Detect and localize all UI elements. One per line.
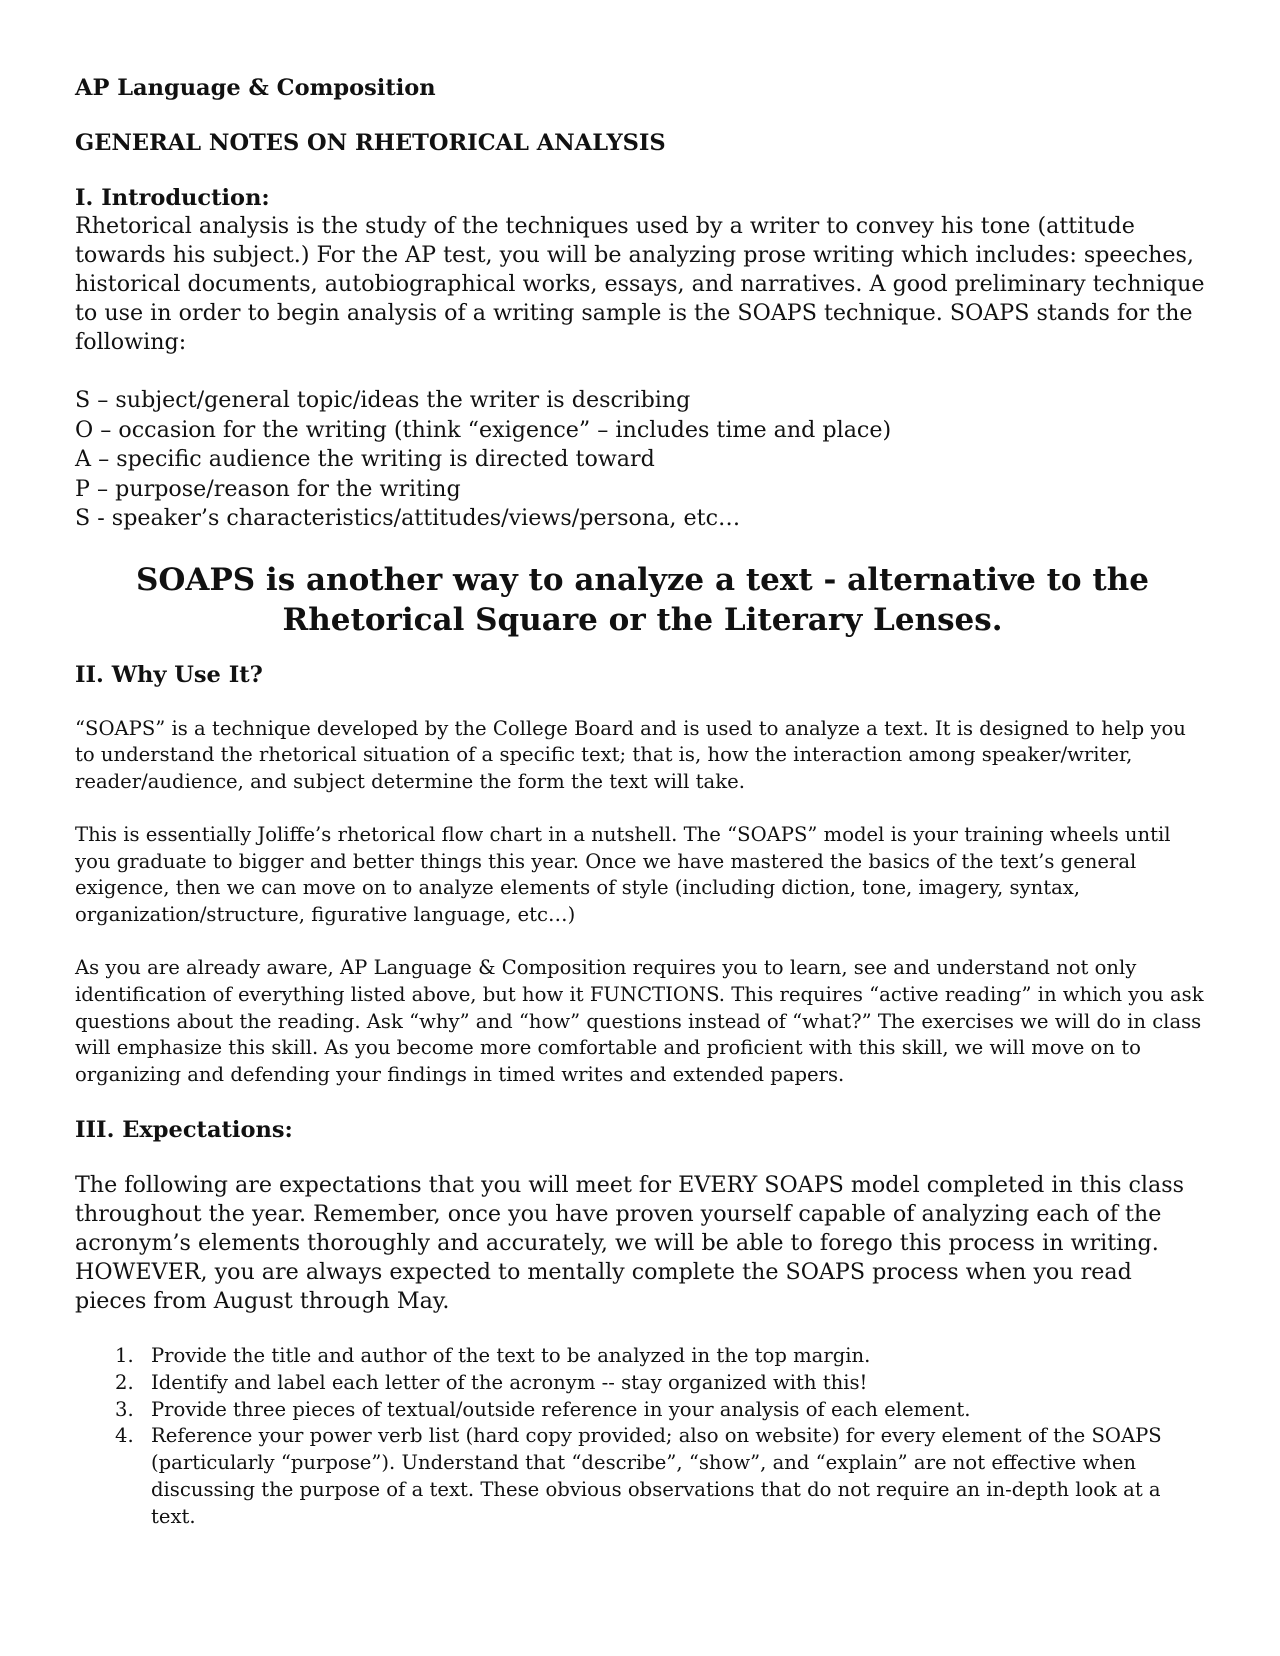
- soaps-item-speaker: S - speaker’s characteristics/attitudes/views/persona, etc…: [75, 505, 741, 531]
- list-item-text: Provide the title and author of the text to be analyzed in the top margin.: [151, 1344, 871, 1368]
- section-heading-expectations: III. Expectations:: [75, 1117, 293, 1144]
- expectations-list: [75, 1343, 1210, 1531]
- list-item-text: Identify and label each letter of the acronym -- stay organized with this!: [151, 1370, 868, 1394]
- introduction-paragraph: Rhetorical analysis is the study of the techniques used by a writer to convey his tone (attitude towards his subject.) For the AP test, you will be analyzing prose writing which includes: speeches, historical documents, autobiographical works, essays, and narratives. A good preliminary technique to use in order to begin analysis of a writing sample is the SOAPS technique. SOAPS stands for the following:: [75, 213, 1205, 355]
- list-item-text: Provide three pieces of textual/outside reference in your analysis of each element.: [151, 1397, 971, 1421]
- list-item: [75, 1423, 1210, 1530]
- course-title: AP Language & Composition: [75, 75, 436, 101]
- list-item: [75, 1370, 1210, 1397]
- soaps-item-occasion: O – occasion for the writing (think “exigence” – includes time and place): [75, 416, 892, 443]
- soaps-list: [75, 386, 1210, 534]
- why-paragraph: This is essentially Joliffe’s rhetorical flow chart in a nutshell. The “SOAPS” model is your training wheels until you graduate to bigger and better things this year. Once we have mastered the basics of the text’s general exigence, then we can move on to analyze elements of style (including diction, tone, imagery, syntax, organization/structure, figurative language, etc…): [75, 822, 1171, 927]
- soaps-item-audience: A – specific audience the writing is directed toward: [75, 446, 655, 472]
- list-item: [75, 1397, 1210, 1424]
- section-heading-why-use-it: II. Why Use It?: [75, 661, 263, 688]
- list-item-number: 2.: [115, 1370, 134, 1394]
- section-heading-introduction: I. Introduction:: [75, 185, 270, 211]
- document-page: [75, 74, 1210, 1531]
- document-title: GENERAL NOTES ON RHETORICAL ANALYSIS: [75, 130, 666, 156]
- soaps-callout: SOAPS is another way to analyze a text - alternative to the Rhetorical Square or the Literary Lenses.: [136, 561, 1149, 638]
- soaps-item-purpose: P – purpose/reason for the writing: [75, 475, 461, 502]
- soaps-item-subject: S – subject/general topic/ideas the writer is describing: [75, 387, 691, 413]
- expectations-paragraph: The following are expectations that you will meet for EVERY SOAPS model completed in this class throughout the year. Remember, once you have proven yourself capable of analyzing each of the acronym’s elements thoroughly and accurately, we will be able to forego this process in writing. HOWEVER, you are always expected to mentally complete the SOAPS process when you read pieces from August through May.: [75, 1172, 1185, 1315]
- list-item: [75, 1343, 1210, 1370]
- why-paragraph: As you are already aware, AP Language & Composition requires you to learn, see and understand not only identification of everything listed above, but how it FUNCTIONS. This requires “active reading” in which you ask questions about the reading. Ask “why” and “how” questions instead of “what?” The exercises we will do in class will emphasize this skill. As you become more comfortable and proficient with this skill, we will move on to organizing and defending your findings in timed writes and extended papers.: [75, 956, 1204, 1087]
- list-item-number: 1.: [115, 1344, 134, 1368]
- list-item-number: 3.: [115, 1397, 134, 1421]
- list-item-number: 4.: [115, 1424, 134, 1448]
- list-item-text: Reference your power verb list (hard copy provided; also on website) for every element of the SOAPS (particularly “purpose”). Understand that “describe”, “show”, and “explain” are not effective when discussing the purpose of a text. These obvious observations that do not require an in-depth look at a text.: [151, 1424, 1162, 1528]
- why-paragraph: “SOAPS” is a technique developed by the College Board and is used to analyze a text. It is designed to help you to understand the rhetorical situation of a specific text; that is, how the interaction among speaker/writer, reader/audience, and subject determine the form the text will take.: [75, 716, 1186, 794]
